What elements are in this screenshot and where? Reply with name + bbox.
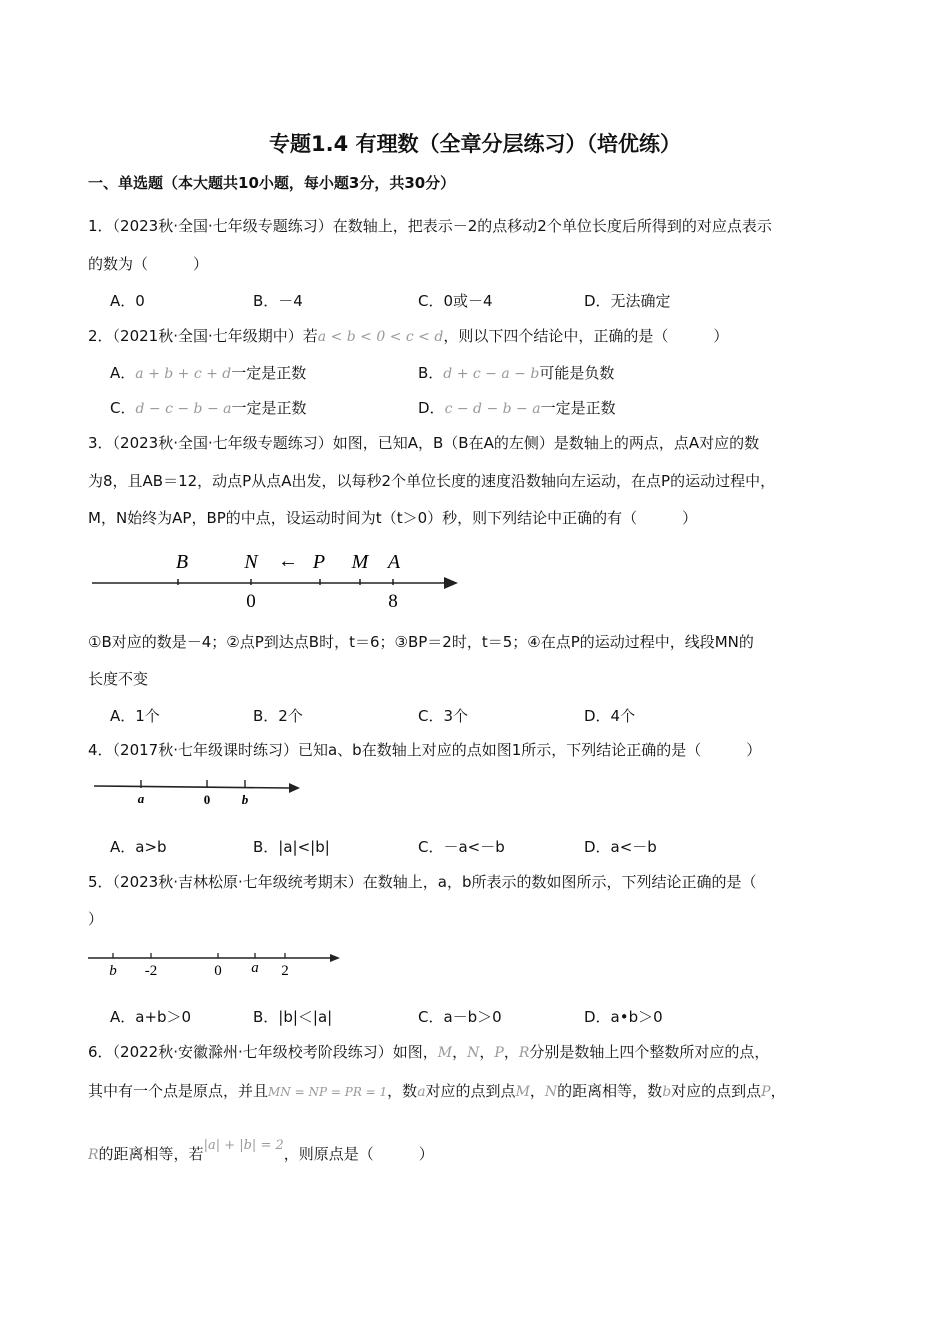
page-title: 专题1.4 有理数（全章分层练习）（培优练）: [268, 132, 681, 156]
q2-option-b-text: 可能是负数: [539, 364, 615, 382]
q6-line2-var-n: N: [544, 1084, 558, 1100]
q3-label-p: P: [312, 551, 326, 573]
q4-option-c: C．－a<－b: [418, 838, 505, 856]
q2-option-c-expr: d − c − b − a: [135, 401, 232, 417]
q1-option-d: D．无法确定: [584, 292, 671, 310]
q6-sep-1: ，: [452, 1043, 468, 1061]
q4-number-line-figure: [90, 770, 310, 810]
q3-stem-line3: M，N始终为AP，BP的中点，设运动时间为t（t＞0）秒，则下列结论中正确的有（ ）: [88, 509, 698, 527]
q5-option-d: D．a•b＞0: [584, 1008, 663, 1026]
q6-line2-prefix: 其中有一个点是原点，并且: [88, 1082, 269, 1100]
q2-suffix: ，则以下四个结论中，正确的是（ ）: [443, 327, 729, 345]
q4-label-b: b: [241, 792, 249, 807]
q2-option-d-label: D．: [418, 399, 445, 417]
q6-line3-text-a: 的距离相等，若: [98, 1145, 204, 1163]
q2-option-d-text: 一定是正数: [540, 399, 616, 417]
q6-var-a: a: [417, 1084, 426, 1100]
q4-option-d: D．a<－b: [584, 838, 657, 856]
q4-option-a: A．a>b: [110, 838, 167, 856]
q5-option-a: A．a+b＞0: [110, 1008, 192, 1026]
q6-line3-var-r: R: [88, 1147, 99, 1163]
q1-stem-line2: 的数为（ ）: [88, 255, 209, 273]
q2-option-b-label: B．: [418, 364, 444, 382]
q6-line2-sep: ，: [529, 1082, 545, 1100]
q3-option-b: B．2个: [253, 707, 303, 725]
q6-sep-3: ，: [503, 1043, 519, 1061]
q6-line1-suffix: 分别是数轴上四个整数所对应的点，: [529, 1043, 770, 1061]
q3-tick-label-8: 8: [388, 591, 398, 612]
q4-label-0: 0: [203, 792, 211, 807]
q4-option-b: B．|a|<|b|: [253, 838, 330, 856]
q5-label-2: 2: [281, 963, 289, 979]
q5-stem-line2: ）: [88, 910, 104, 928]
q5-label-a: a: [251, 960, 259, 976]
q3-label-a: A: [387, 551, 401, 573]
q4-axis-arrowhead: [289, 783, 300, 793]
q2-prefix: 2．（2021秋·全国·七年级期中）若: [88, 327, 318, 345]
q3-option-a: A．1个: [110, 707, 160, 725]
q1-stem-line1: 1．（2023秋·全国·七年级专题练习）在数轴上，把表示－2的点移动2个单位长度后所得到的对应点表示: [88, 217, 772, 235]
q3-label-b: B: [175, 551, 189, 573]
q2-option-a: [110, 362, 306, 383]
q6-line2-text-b: ，数: [387, 1082, 418, 1100]
q5-option-c: C．a－b＞0: [418, 1008, 502, 1026]
q2-option-a-text: 一定是正数: [231, 364, 307, 382]
q6-stem-line2: [88, 1081, 786, 1102]
q1-option-a: A．0: [110, 292, 145, 310]
q3-left-arrow: ←: [278, 550, 298, 572]
q1-option-c: C．0或－4: [418, 292, 493, 310]
q6-stem-line1: [88, 1042, 769, 1063]
q5-axis-arrowhead: [330, 954, 340, 962]
q3-label-n: N: [244, 551, 258, 573]
q3-statements-line2: 长度不变: [88, 670, 149, 688]
q5-option-b: B．|b|＜|a|: [253, 1008, 333, 1026]
q3-statements-line1: ①B对应的数是－4；②点P到达点B时，t＝6；③BP＝2时，t＝5；④在点P的运动过程中，线段MN的: [88, 633, 754, 651]
q6-line3-text-b: ，则原点是（ ）: [283, 1145, 434, 1163]
q4-stem: 4．（2017秋·七年级课时练习）已知a、b在数轴上对应的点如图1所示，下列结论正确的是（ ）: [88, 741, 762, 759]
q5-stem-line1: 5．（2023秋·吉林松原·七年级统考期末）在数轴上，a，b所表示的数如图所示，下列结论正确的是（: [88, 873, 757, 891]
q2-option-a-expr: a + b + c + d: [135, 366, 232, 382]
q4-axis-line: [94, 786, 290, 788]
q5-label-b: b: [109, 963, 117, 979]
q5-label-neg2: -2: [144, 963, 158, 979]
q6-var-p: P: [494, 1045, 504, 1061]
q2-option-b: [418, 362, 614, 383]
q6-segment-condition: MN = NP = PR = 1: [268, 1085, 388, 1099]
q6-sep-2: ，: [479, 1043, 495, 1061]
q6-var-n: N: [467, 1045, 480, 1061]
q2-condition: a < b < 0 < c < d: [317, 329, 444, 345]
q3-number-line-figure: [88, 545, 468, 613]
q3-stem-line2: 为8，且AB＝12，动点P从点A出发，以每秒2个单位长度的速度沿数轴向左运动，在点P的运动过程中，: [88, 472, 776, 490]
q2-option-c-label: C．: [110, 399, 136, 417]
q3-option-d: D．4个: [584, 707, 636, 725]
q2-option-c: [110, 397, 307, 418]
q2-option-d: [418, 397, 616, 418]
q3-stem-line1: 3．（2023秋·全国·七年级专题练习）如图，已知A，B（B在A的左侧）是数轴上的两点，点A对应的数: [88, 434, 760, 452]
q2-option-d-expr: c − d − b − a: [444, 401, 541, 417]
q2-option-b-expr: d + c − a − b: [443, 366, 540, 382]
q6-stem-line3: [88, 1138, 434, 1166]
q6-abs-sum-condition: |a| + |b| = 2: [203, 1138, 284, 1153]
q5-label-0: 0: [214, 963, 222, 979]
q6-line2-text-e: 对应的点到点: [671, 1082, 762, 1100]
q6-var-b: b: [662, 1084, 672, 1100]
q3-tick-label-0: 0: [246, 591, 256, 612]
q1-option-b: B．－4: [253, 292, 303, 310]
q6-line2-text-c: 对应的点到点: [425, 1082, 516, 1100]
q6-line2-var-m: M: [515, 1084, 530, 1100]
q2-stem: [88, 326, 728, 347]
q6-line1-prefix: 6．（2022秋·安徽滁州·七年级校考阶段练习）如图，: [88, 1043, 438, 1061]
q3-axis-arrowhead: [444, 577, 458, 589]
q2-option-c-text: 一定是正数: [231, 399, 307, 417]
q6-line2-var-p: P: [761, 1084, 771, 1100]
q2-option-a-label: A．: [110, 364, 136, 382]
q3-label-m: M: [351, 551, 369, 573]
section-heading: 一、单选题（本大题共10小题，每小题3分，共30分）: [88, 174, 456, 192]
q5-number-line-figure: [84, 944, 354, 980]
q3-option-c: C．3个: [418, 707, 469, 725]
q6-line2-text-d: 的距离相等，数: [557, 1082, 663, 1100]
q4-label-a: a: [137, 791, 145, 806]
q6-line2-end: ，: [770, 1082, 786, 1100]
q6-var-m: M: [437, 1045, 453, 1061]
q6-var-r: R: [518, 1045, 530, 1061]
